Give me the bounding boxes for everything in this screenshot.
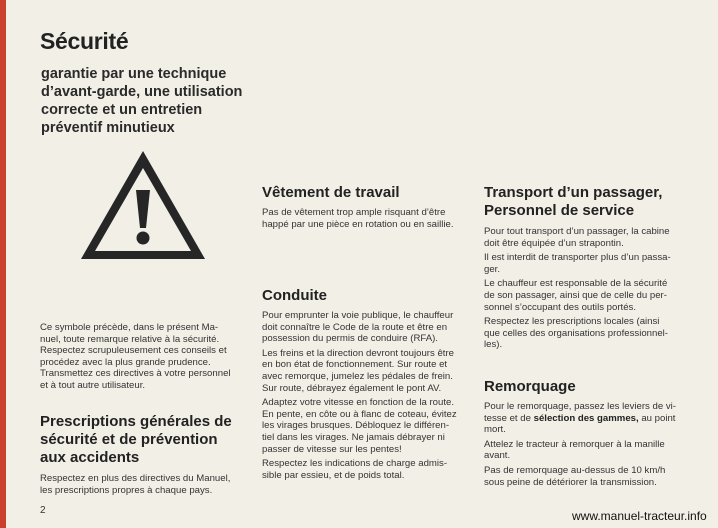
conduite-heading: Conduite [262, 287, 327, 304]
page-title: Sécurité [40, 28, 129, 54]
page-number: 2 [40, 505, 46, 516]
prescriptions-heading: Prescriptions générales de sécurité et de prévention aux accidents [40, 413, 232, 466]
transport-paragraph-1: Pour tout transport d’un passager, la cabine doit être équipée d’un strapontin. [484, 226, 670, 249]
vetement-heading: Vêtement de travail [262, 184, 400, 201]
prescriptions-paragraph: Respectez en plus des directives du Manuel, les prescriptions propres à chaque pays. [40, 473, 231, 496]
remorquage-paragraph-1: Pour le remorquage, passez les leviers de vi- tesse et de sélection des gammes, au point mort. [484, 401, 676, 436]
page-subtitle: garantie par une technique d’avant-garde, une utilisation correcte et un entretien préventif minutieux [41, 66, 243, 136]
transport-body [484, 226, 692, 354]
transport-paragraph-3: Le chauffeur est responsable de la sécurité de son passager, ainsi que de celle du per- sonnel s’occupant des outils portés. [484, 278, 668, 313]
transport-paragraph-2: Il est interdit de transporter plus d’un passa- ger. [484, 252, 671, 275]
conduite-paragraph-3: Adaptez votre vitesse en fonction de la route. En pente, en côte ou à flanc de coteau, évitez les virages brusques. Débloquez le différen- tiel dans les virages. Ne jamais débrayer ni passer de vitesse sur les pentes! [262, 397, 457, 455]
transport-heading: Transport d’un passager, Personnel de service [484, 184, 663, 219]
conduite-paragraph-4: Respectez les indications de charge admis- sible par essieu, et de poids total. [262, 458, 448, 481]
vetement-paragraph: Pas de vêtement trop ample risquant d’être happé par une pièce en rotation ou en saillie. [262, 207, 454, 230]
remorquage-body [484, 401, 692, 491]
warning-paragraph: Ce symbole précède, dans le présent Ma- nuel, toute remarque relative à la sécurité. Respectez scrupuleusement ces conseils et procédez avec la plus grande prudence. Transmettez ces directives à votre personnel et à tout autre utilisateur. [40, 322, 231, 391]
conduite-body [262, 310, 470, 484]
remorquage-heading: Remorquage [484, 378, 576, 395]
remorquage-paragraph-3: Pas de remorquage au-dessus de 10 km/h sous peine de détériorer la transmission. [484, 464, 666, 488]
warning-triangle-icon [78, 148, 208, 262]
conduite-paragraph-2: Les freins et la direction devront toujours être en bon état de fonctionnement. Sur route et avec remorque, jumelez les pédales de frein. Sur route, débrayez également le pont AV. [262, 347, 454, 394]
transport-paragraph-4: Respectez les prescriptions locales (ainsi que celles des organisations professionnel- les). [484, 316, 668, 351]
remorquage-paragraph-2: Attelez le tracteur à remorquer à la manille avant. [484, 438, 665, 462]
footer-url: www.manuel-tracteur.info [572, 509, 707, 523]
page-red-edge [0, 0, 6, 528]
conduite-paragraph-1: Pour emprunter la voie publique, le chauffeur doit connaître le Code de la route et être en possession du permis de conduire (RFA). [262, 310, 454, 345]
